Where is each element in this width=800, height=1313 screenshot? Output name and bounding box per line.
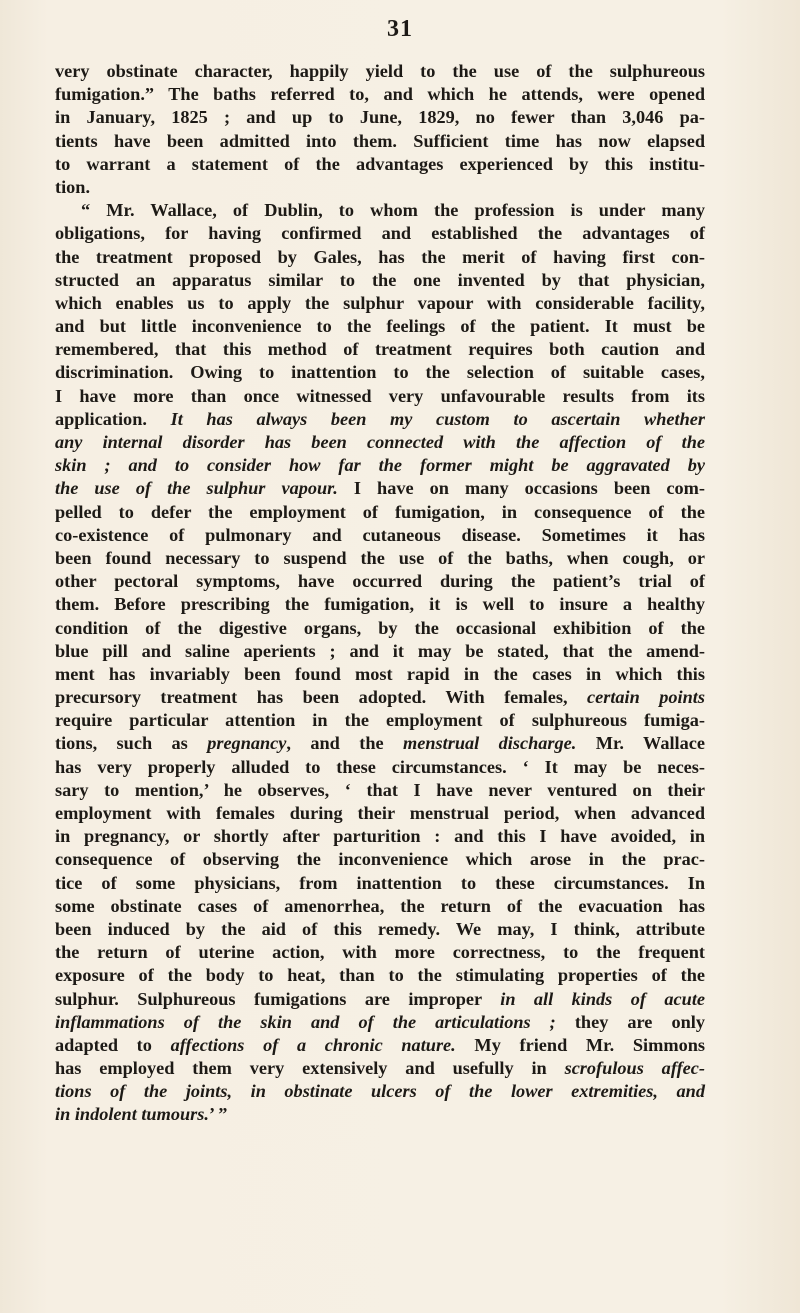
italic-text: affections of a chronic nature.: [170, 1034, 456, 1055]
text-segment: I have on many occasions been com-: [337, 478, 705, 499]
text-line: [55, 779, 705, 802]
text-segment: to warrant a statement of the advantages experienced by this institu-: [55, 153, 705, 174]
text-segment: precursory treatment has been adopted. With females,: [55, 687, 587, 708]
text-segment: tice of some physicians, from inattention to these circumstances. In: [55, 872, 705, 893]
text-line: [55, 686, 705, 709]
text-line: [55, 988, 705, 1011]
text-line: [55, 222, 705, 245]
italic-text: the use of the sulphur vapour.: [55, 478, 338, 499]
body-text: [55, 60, 705, 1127]
text-segment: has very properly alluded to these circumstances. ‘ It may be neces-: [55, 756, 705, 777]
text-segment: very obstinate character, happily yield to the use of the sulphureous: [55, 61, 705, 81]
text-segment: they are only: [555, 1011, 705, 1032]
text-line: [55, 1103, 705, 1126]
text-segment: “ Mr. Wallace, of Dublin, to whom the profession is under many: [81, 200, 705, 221]
text-line: [55, 361, 705, 384]
text-line: [55, 756, 705, 779]
text-line: [55, 895, 705, 918]
italic-text: certain points: [587, 687, 705, 708]
text-line: [55, 338, 705, 361]
text-segment: discrimination. Owing to inattention to the selection of suitable cases,: [55, 362, 705, 383]
text-segment: sulphur. Sulphureous fumigations are improper: [55, 988, 501, 1009]
text-segment: obligations, for having confirmed and established the advantages of: [55, 223, 705, 244]
text-line: [55, 640, 705, 663]
text-segment: been induced by the aid of this remedy. We may, I think, attribute: [55, 918, 705, 939]
text-segment: sary to mention,’ he observes, ‘ that I have never ventured on their: [55, 779, 705, 800]
text-line: [55, 501, 705, 524]
text-line: [55, 246, 705, 269]
text-line: [55, 269, 705, 292]
text-segment: remembered, that this method of treatment requires both caution and: [55, 339, 705, 360]
text-line: [55, 176, 705, 199]
text-line: [55, 431, 705, 454]
text-segment: co-existence of pulmonary and cutaneous disease. Sometimes it has: [55, 524, 705, 545]
text-segment: ment has invariably been found most rapid in the cases in which this: [55, 663, 705, 684]
text-line: [55, 130, 705, 153]
text-line: [55, 315, 705, 338]
italic-text: inflammations of the skin and of the articulations ;: [55, 1011, 556, 1032]
text-segment: condition of the digestive organs, by the occasional exhibition of the: [55, 617, 705, 638]
text-segment: adapted to: [55, 1034, 171, 1055]
text-segment: has employed them very extensively and usefully in: [55, 1058, 565, 1079]
text-line: [55, 385, 705, 408]
text-segment: consequence of observing the inconvenience which arose in the prac-: [55, 849, 705, 870]
text-segment: application.: [55, 408, 171, 429]
text-segment: structed an apparatus similar to the one invented by that physician,: [55, 269, 705, 290]
italic-text: tions of the joints, in obstinate ulcers of the lower extremities, and: [55, 1081, 705, 1102]
text-segment: been found necessary to suspend the use of the baths, when cough, or: [55, 547, 705, 568]
text-line: [55, 593, 705, 616]
text-line: [55, 199, 705, 222]
text-segment: I have more than once witnessed very unfavourable results from its: [55, 385, 705, 406]
text-line: [55, 1080, 705, 1103]
text-line: [55, 732, 705, 755]
text-segment: fumigation.” The baths referred to, and which he attends, were opened: [55, 84, 705, 105]
text-segment: some obstinate cases of amenorrhea, the return of the evacuation has: [55, 895, 705, 916]
italic-text: any internal disorder has been connected with the affection of the: [55, 432, 705, 452]
text-line: [55, 1057, 705, 1080]
text-line: [55, 1034, 705, 1057]
text-line: [55, 709, 705, 732]
text-line: [55, 83, 705, 106]
text-segment: tients have been admitted into them. Sufficient time has now elapsed: [55, 130, 705, 151]
italic-text: in indolent tumours.: [55, 1104, 209, 1125]
text-segment: My friend Mr. Simmons: [455, 1034, 705, 1055]
italic-text: menstrual discharge.: [403, 733, 577, 754]
text-segment: which enables us to apply the sulphur vapour with considerable facility,: [55, 292, 705, 313]
italic-text: in all kinds of acute: [500, 988, 706, 1009]
text-line: [55, 617, 705, 640]
italic-text: skin ; and to consider how far the former might be aggravated by: [55, 455, 705, 476]
text-line: [55, 872, 705, 895]
text-line: [55, 941, 705, 964]
text-line: [55, 825, 705, 848]
text-segment: the return of uterine action, with more correctness, to the frequent: [55, 942, 705, 963]
text-line: [55, 918, 705, 941]
text-line: [55, 408, 705, 431]
text-segment: in pregnancy, or shortly after parturition : and this I have avoided, in: [55, 826, 705, 847]
italic-text: scrofulous affec-: [564, 1058, 705, 1079]
text-segment: employment with females during their menstrual period, when advanced: [55, 803, 705, 823]
text-segment: exposure of the body to heat, than to the stimulating properties of the: [55, 965, 705, 986]
text-segment: , and the: [286, 733, 404, 754]
text-line: [55, 524, 705, 547]
text-line: [55, 292, 705, 315]
text-line: [55, 1011, 705, 1034]
text-segment: and but little inconvenience to the feelings of the patient. It must be: [55, 316, 705, 337]
text-line: [55, 802, 705, 825]
text-line: [55, 153, 705, 176]
text-line: [55, 60, 705, 83]
text-segment: Mr. Wallace: [576, 733, 705, 754]
text-segment: blue pill and saline aperients ; and it may be stated, that the amend-: [55, 640, 705, 661]
text-segment: the treatment proposed by Gales, has the merit of having first con-: [55, 246, 705, 267]
text-segment: tions, such as: [55, 733, 208, 754]
text-line: [55, 454, 705, 477]
italic-text: It has always been my custom to ascertain whether: [170, 408, 705, 429]
italic-text: pregnancy: [207, 733, 287, 754]
text-segment: them. Before prescribing the fumigation, it is well to insure a healthy: [55, 594, 705, 615]
text-segment: other pectoral symptoms, have occurred during the patient’s trial of: [55, 571, 705, 592]
text-segment: require particular attention in the employment of sulphureous fumiga-: [55, 710, 705, 731]
text-line: [55, 106, 705, 129]
text-line: [55, 848, 705, 871]
text-line: [55, 663, 705, 686]
text-line: [55, 964, 705, 987]
text-segment: pelled to defer the employment of fumigation, in consequence of the: [55, 501, 705, 522]
text-segment: in January, 1825 ; and up to June, 1829, no fewer than 3,046 pa-: [55, 107, 705, 128]
text-segment: ’ ”: [208, 1104, 228, 1125]
text-line: [55, 547, 705, 570]
text-line: [55, 477, 705, 500]
text-segment: tion.: [55, 176, 91, 197]
text-line: [55, 570, 705, 593]
page-number: 31: [387, 16, 413, 42]
